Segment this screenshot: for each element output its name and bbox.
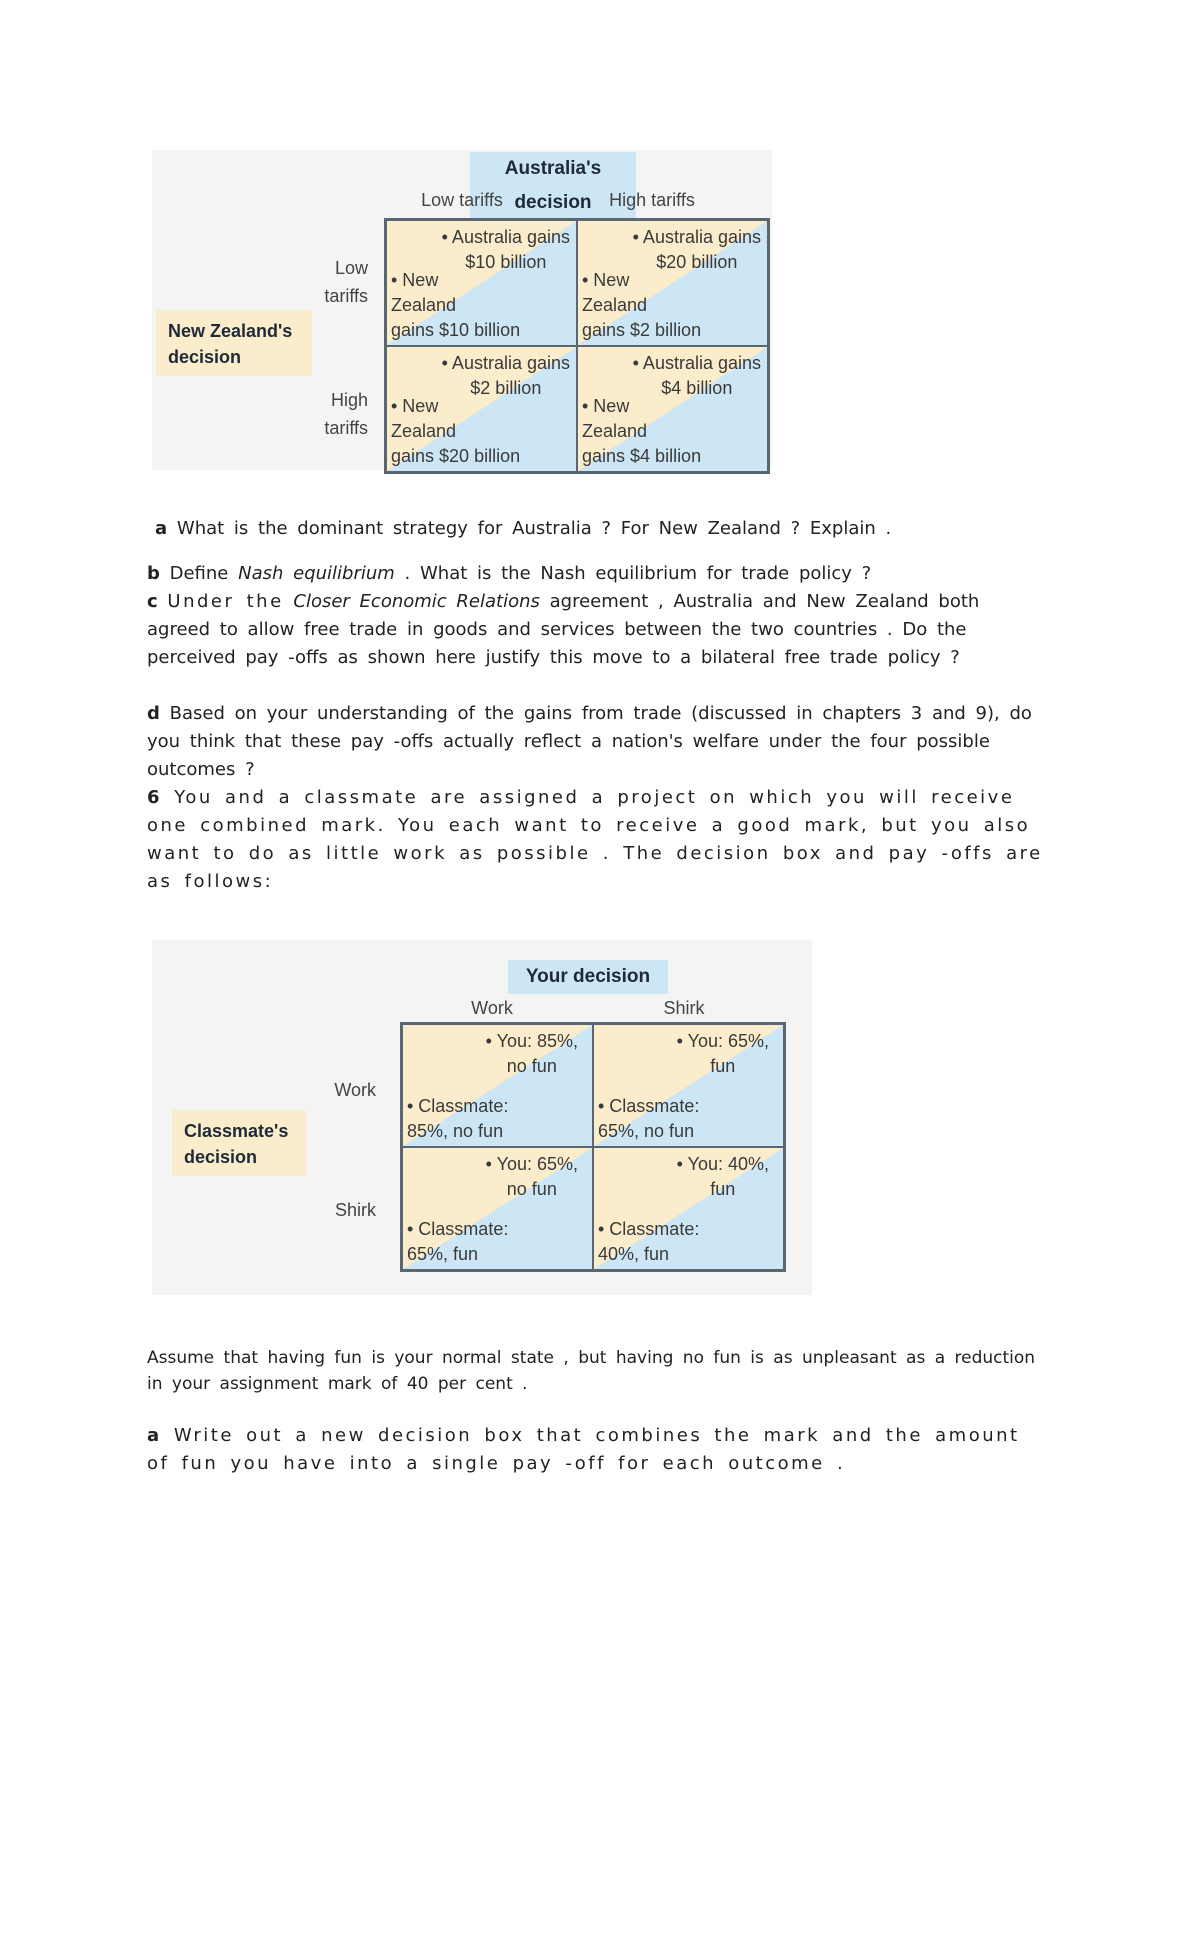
figure-header: Your decision — [508, 960, 668, 994]
payoff-cell — [386, 220, 577, 346]
row-label-high-tariffs: High tariffs — [324, 390, 368, 438]
australia-payoff: • Australia gains $2 billion — [441, 353, 570, 398]
row-label-work: Work — [334, 1080, 376, 1100]
column-label-work: Work — [471, 998, 513, 1018]
question-b: b Define Nash equilibrium . What is the Nash equilibrium for trade policy ? — [147, 563, 872, 584]
you-payoff: • You: 85%, no fun — [485, 1031, 578, 1076]
column-label-high-tariffs: High tariffs — [609, 190, 695, 210]
decision-box — [384, 218, 770, 474]
australia-payoff: • Australia gains $20 billion — [632, 227, 761, 272]
payoff-cell — [593, 1024, 784, 1147]
new-zealand-payoff: • New Zealand gains $4 billion — [582, 396, 702, 466]
new-zealand-payoff: • New Zealand gains $2 billion — [582, 270, 702, 340]
australia-payoff: • Australia gains $4 billion — [632, 353, 761, 398]
question-6a: a Write out a new decision box that combines the mark and the amount of fun you have into a single pay -off for each outcome . — [147, 1425, 1032, 1474]
classmate-payoff: • Classmate: 85%, no fun — [407, 1096, 509, 1141]
decision-box — [400, 1022, 786, 1272]
payoff-cell — [402, 1024, 593, 1147]
classmate-payoff: • Classmate: 65%, fun — [407, 1219, 509, 1264]
new-zealand-payoff: • New Zealand gains $10 billion — [391, 270, 521, 340]
you-payoff: • You: 65%, fun — [676, 1031, 769, 1076]
column-label-low-tariffs: Low tariffs — [421, 190, 503, 210]
payoff-cell — [577, 220, 768, 346]
you-payoff: • You: 65%, no fun — [485, 1154, 578, 1199]
question-c: c Under the Closer Economic Relations agreement , Australia and New Zealand both agreed to allow free trade in goods and services between the two countries . Do the perceived pay -offs as shown here justify this move to a bilateral free trade policy ? — [147, 591, 990, 668]
you-payoff: • You: 40%, fun — [676, 1154, 769, 1199]
side-label: Classmate's decision — [172, 1110, 306, 1176]
column-label-shirk: Shirk — [663, 998, 705, 1018]
question-a: a What is the dominant strategy for Australia ? For New Zealand ? Explain . — [155, 518, 892, 539]
classmate-payoff: • Classmate: 65%, no fun — [598, 1096, 700, 1141]
side-label: New Zealand's decision — [156, 310, 312, 376]
figure-header: Australia's decision — [470, 152, 636, 220]
question-6: 6 You and a classmate are assigned a project on which you will receive one combined mark. You each want to receive a good mark, but you also want to do as little work as possible . The decision box and pay -offs are as follows: — [147, 787, 1055, 892]
row-label-low-tariffs: Low tariffs — [324, 258, 368, 306]
row-label-shirk: Shirk — [334, 1200, 376, 1220]
payoff-figure-trade — [152, 150, 772, 470]
assumption-text: Assume that having fun is your normal state , but having no fun is as unpleasant as a reduction in your assignment mark of 40 per cent . — [147, 1348, 1045, 1394]
payoff-cell — [577, 346, 768, 472]
payoff-cell — [386, 346, 577, 472]
question-d: d Based on your understanding of the gains from trade (discussed in chapters 3 and 9), do you think that these pay -offs actually reflect a nation's welfare under the four possible outcomes ? — [147, 703, 1042, 780]
payoff-figure-project — [152, 940, 812, 1295]
payoff-cell — [402, 1147, 593, 1270]
payoff-cell — [593, 1147, 784, 1270]
classmate-payoff: • Classmate: 40%, fun — [598, 1219, 700, 1264]
australia-payoff: • Australia gains $10 billion — [441, 227, 570, 272]
new-zealand-payoff: • New Zealand gains $20 billion — [391, 396, 521, 466]
